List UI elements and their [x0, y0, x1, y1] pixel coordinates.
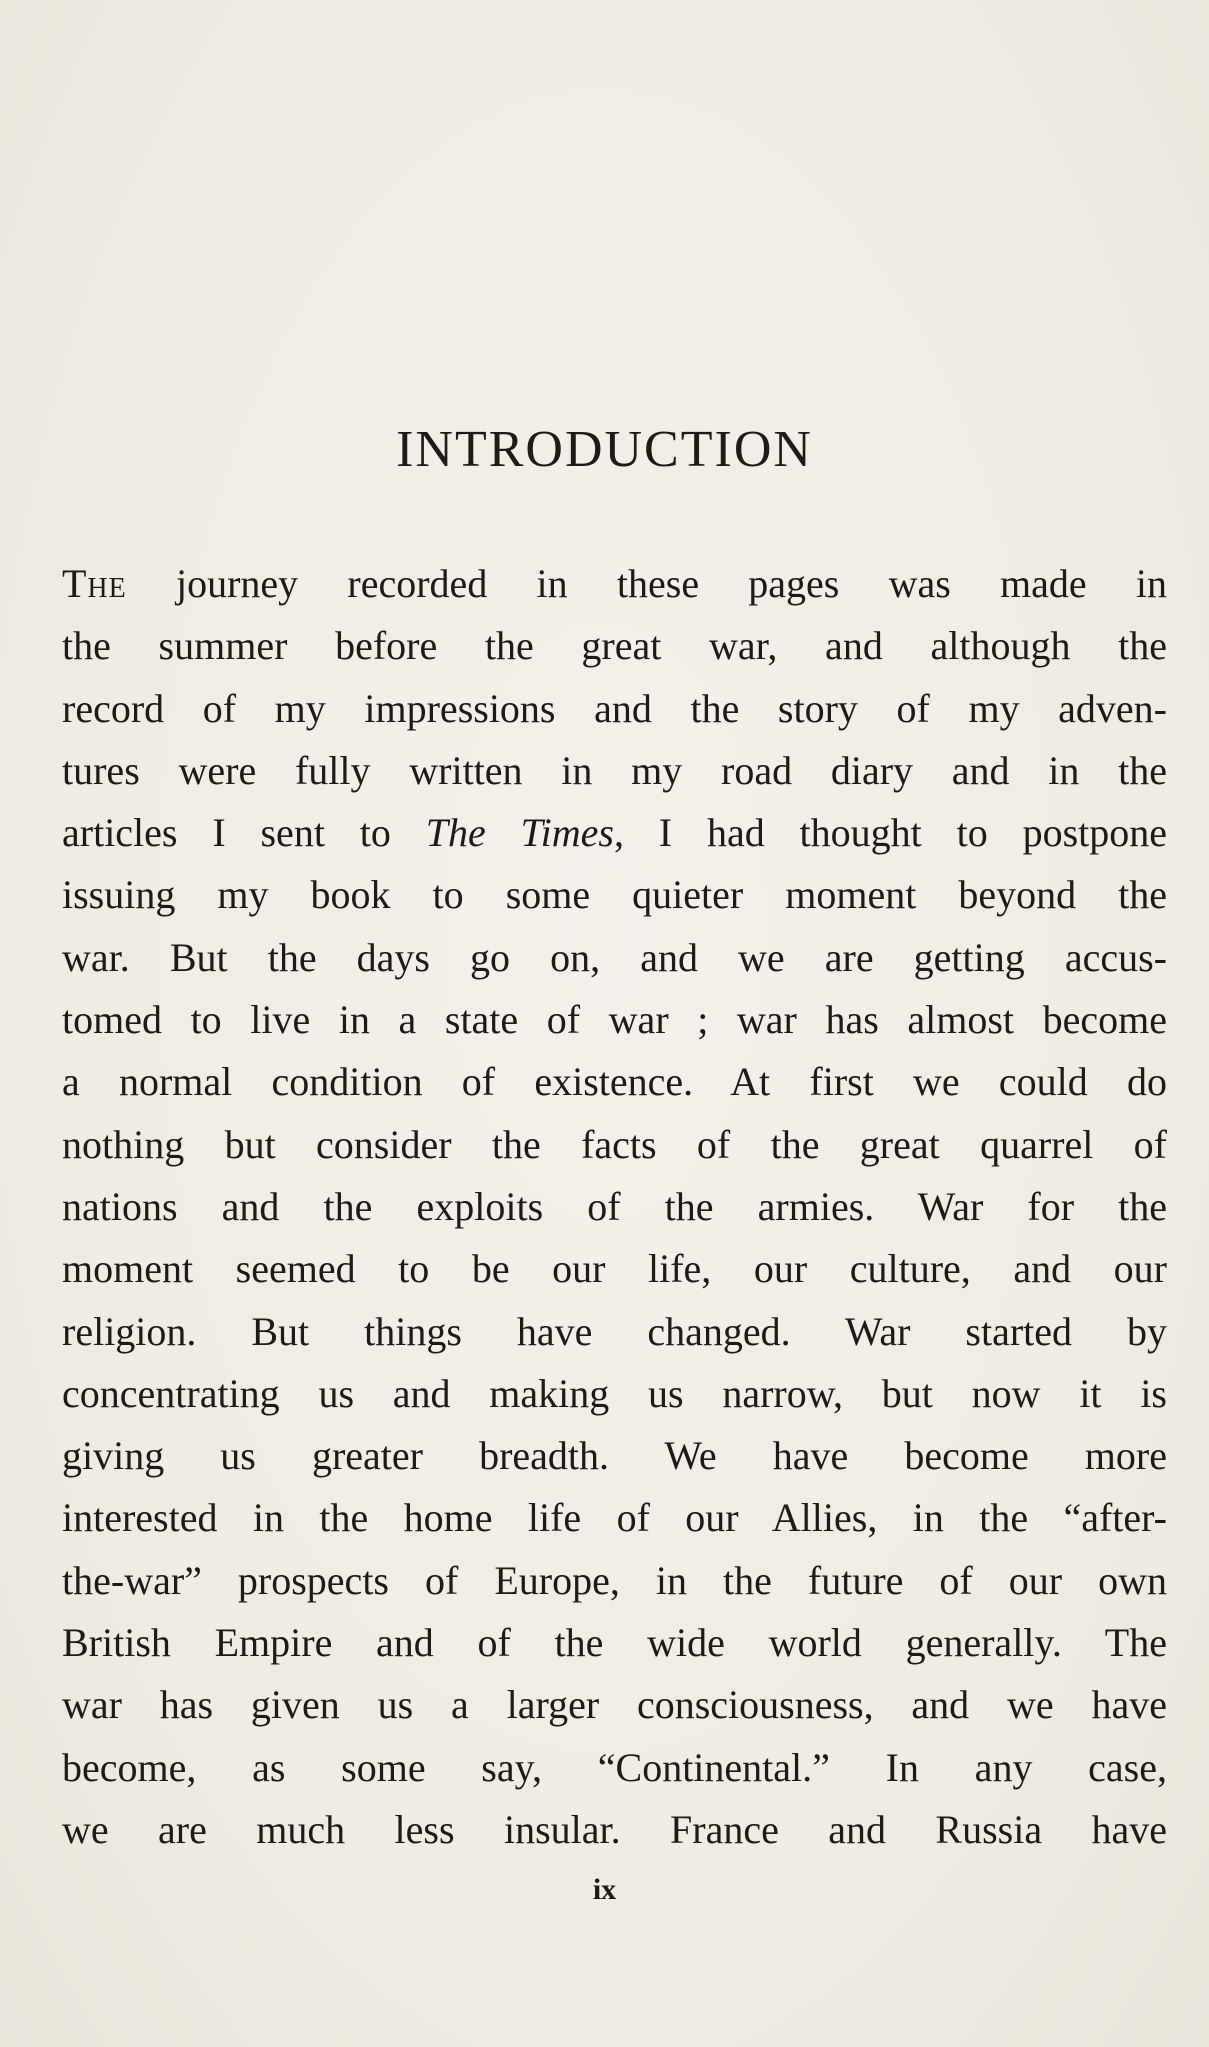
- chapter-title: INTRODUCTION: [396, 421, 813, 478]
- text-line: moment seemed to be our life, our culture, and our: [62, 1246, 1167, 1292]
- text-line: [62, 802, 1167, 864]
- text-line: record of my impressions and the story of my adven-: [62, 685, 1167, 731]
- text-line: we are much less insular. France and Russia have: [62, 1806, 1167, 1852]
- text-line: war. But the days go on, and we are getting accus-: [62, 934, 1167, 980]
- text-line: tures were fully written in my road diary and in the: [62, 747, 1167, 793]
- text-line: become, as some say, “Continental.” In any case,: [62, 1744, 1167, 1790]
- text-line: the summer before the great war, and although the: [62, 623, 1167, 669]
- text-line: the-war” prospects of Europe, in the future of our own: [62, 1557, 1167, 1603]
- body-paragraph: [62, 553, 1167, 1861]
- text-line: nations and the exploits of the armies. War for the: [62, 1183, 1167, 1229]
- text-line: giving us greater breadth. We have become more: [62, 1433, 1167, 1479]
- text-line: a normal condition of existence. At first we could do: [62, 1059, 1167, 1105]
- text-line-content: , I had thought to postpone: [613, 810, 1167, 856]
- text-line: British Empire and of the wide world generally. The: [62, 1620, 1167, 1666]
- text-line-content: journey recorded in these pages was made in: [126, 561, 1167, 606]
- text-line: concentrating us and making us narrow, but now it is: [62, 1370, 1167, 1416]
- page-number: ix: [592, 1873, 617, 1906]
- text-line: religion. But things have changed. War started by: [62, 1308, 1167, 1354]
- newspaper-title: The Times: [425, 810, 614, 856]
- small-caps-lead: The: [62, 561, 127, 606]
- text-line: issuing my book to some quieter moment beyond the: [62, 872, 1167, 918]
- text-line: war has given us a larger consciousness, and we have: [62, 1682, 1167, 1728]
- text-line-content: articles I sent to: [62, 810, 426, 856]
- text-line: nothing but consider the facts of the great quarrel of: [62, 1121, 1167, 1167]
- text-line: [62, 553, 1167, 615]
- text-line: interested in the home life of our Allies, in the “after-: [62, 1495, 1167, 1541]
- text-line: tomed to live in a state of war ; war has almost become: [62, 997, 1167, 1043]
